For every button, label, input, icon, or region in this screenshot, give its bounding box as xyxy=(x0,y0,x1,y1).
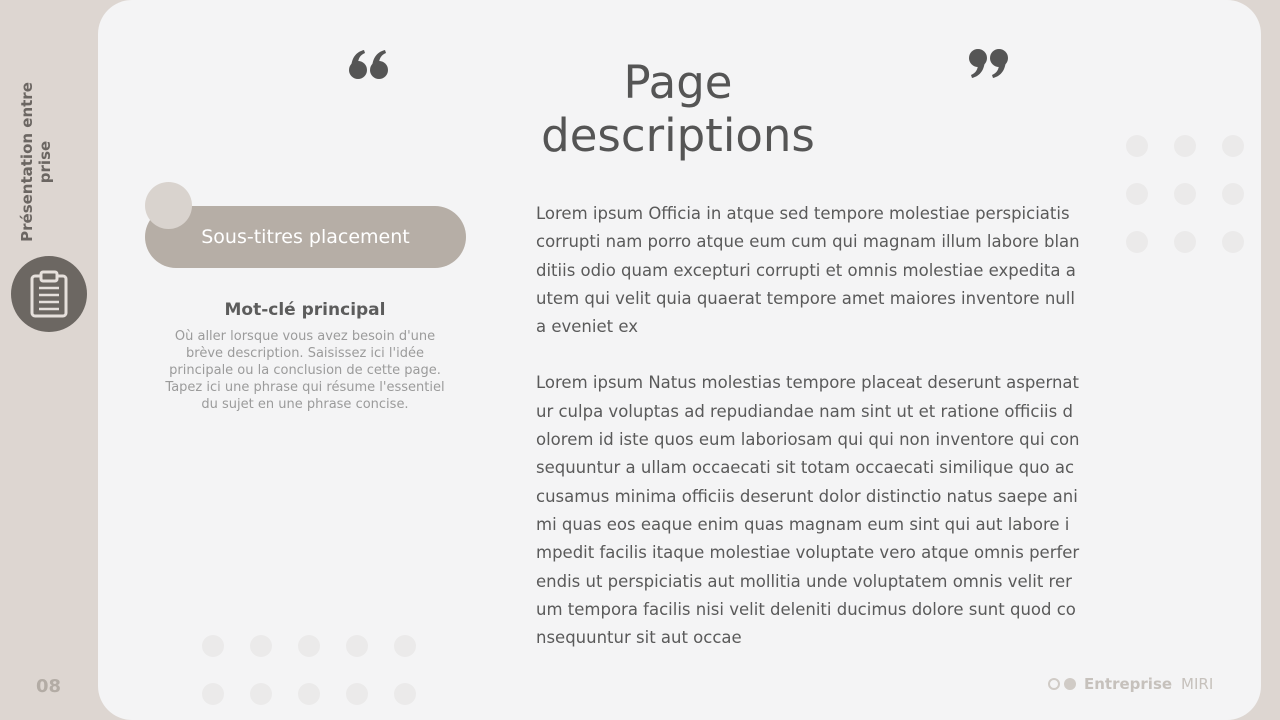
pill-decoration-circle xyxy=(145,182,192,229)
sidebar-vertical-title-wrap xyxy=(18,62,54,262)
body-paragraph-1: Lorem ipsum Officia in atque sed tempore molestiae perspiciatis corrupti nam porro atque eum cum qui magnam illum labore blanditiis odio quam excepturi corrupti et omnis molestiae expedita autem qui velit quia quaerat tempore amet maiores inventore nulla eveniet ex xyxy=(536,204,1080,337)
open-quote-icon xyxy=(348,48,390,80)
subtitle-pill: Sous-titres placement xyxy=(145,206,466,268)
page-title: Page descriptions xyxy=(541,56,815,162)
keyword-title: Mot-clé principal xyxy=(224,300,386,320)
sidebar-vertical-title: Présentation entre prise xyxy=(18,82,54,242)
decorative-dots-top-right xyxy=(1126,135,1244,253)
brand-ring-icon xyxy=(1048,678,1060,690)
close-quote-icon xyxy=(967,48,1009,80)
brand-bold: Entreprise xyxy=(1084,675,1173,693)
clipboard-button[interactable] xyxy=(11,256,87,332)
brand-light: MIRI xyxy=(1181,675,1214,693)
clipboard-icon xyxy=(29,270,69,318)
body-paragraph-2: Lorem ipsum Natus molestias tempore placeat deserunt aspernatur culpa voluptas ad repudiandae nam sint ut et ratione officiis dolorem id iste quos eum laboriosam qui qui non inventore qui consequuntur a ullam occaecati sit totam occaecati similique quo accusamus minima officiis deserunt dolor distinctio natus saepe animi quas eos eaque enim quas magnam eum sint qui aut labore impedit facilis itaque molestiae voluptate vero atque omnis perferendis ut perspiciatis aut mollitia unde voluptatem omnis velit rerum tempora facilis nisi velit deleniti ducimus dolore sunt quod consequuntur sit aut occae xyxy=(536,373,1080,648)
body-text xyxy=(536,200,1081,680)
footer-brand xyxy=(1048,675,1213,693)
decorative-dots-bottom-left xyxy=(202,635,416,705)
keyword-description: Où aller lorsque vous avez besoin d'une brève description. Saisissez ici l'idée principale ou la conclusion de cette page. Tapez ici une phrase qui résume l'essentiel du sujet en une phrase concise. xyxy=(165,329,445,412)
brand-dot-icon xyxy=(1064,678,1076,690)
page-number: 08 xyxy=(36,676,62,697)
slide-card xyxy=(98,0,1261,720)
